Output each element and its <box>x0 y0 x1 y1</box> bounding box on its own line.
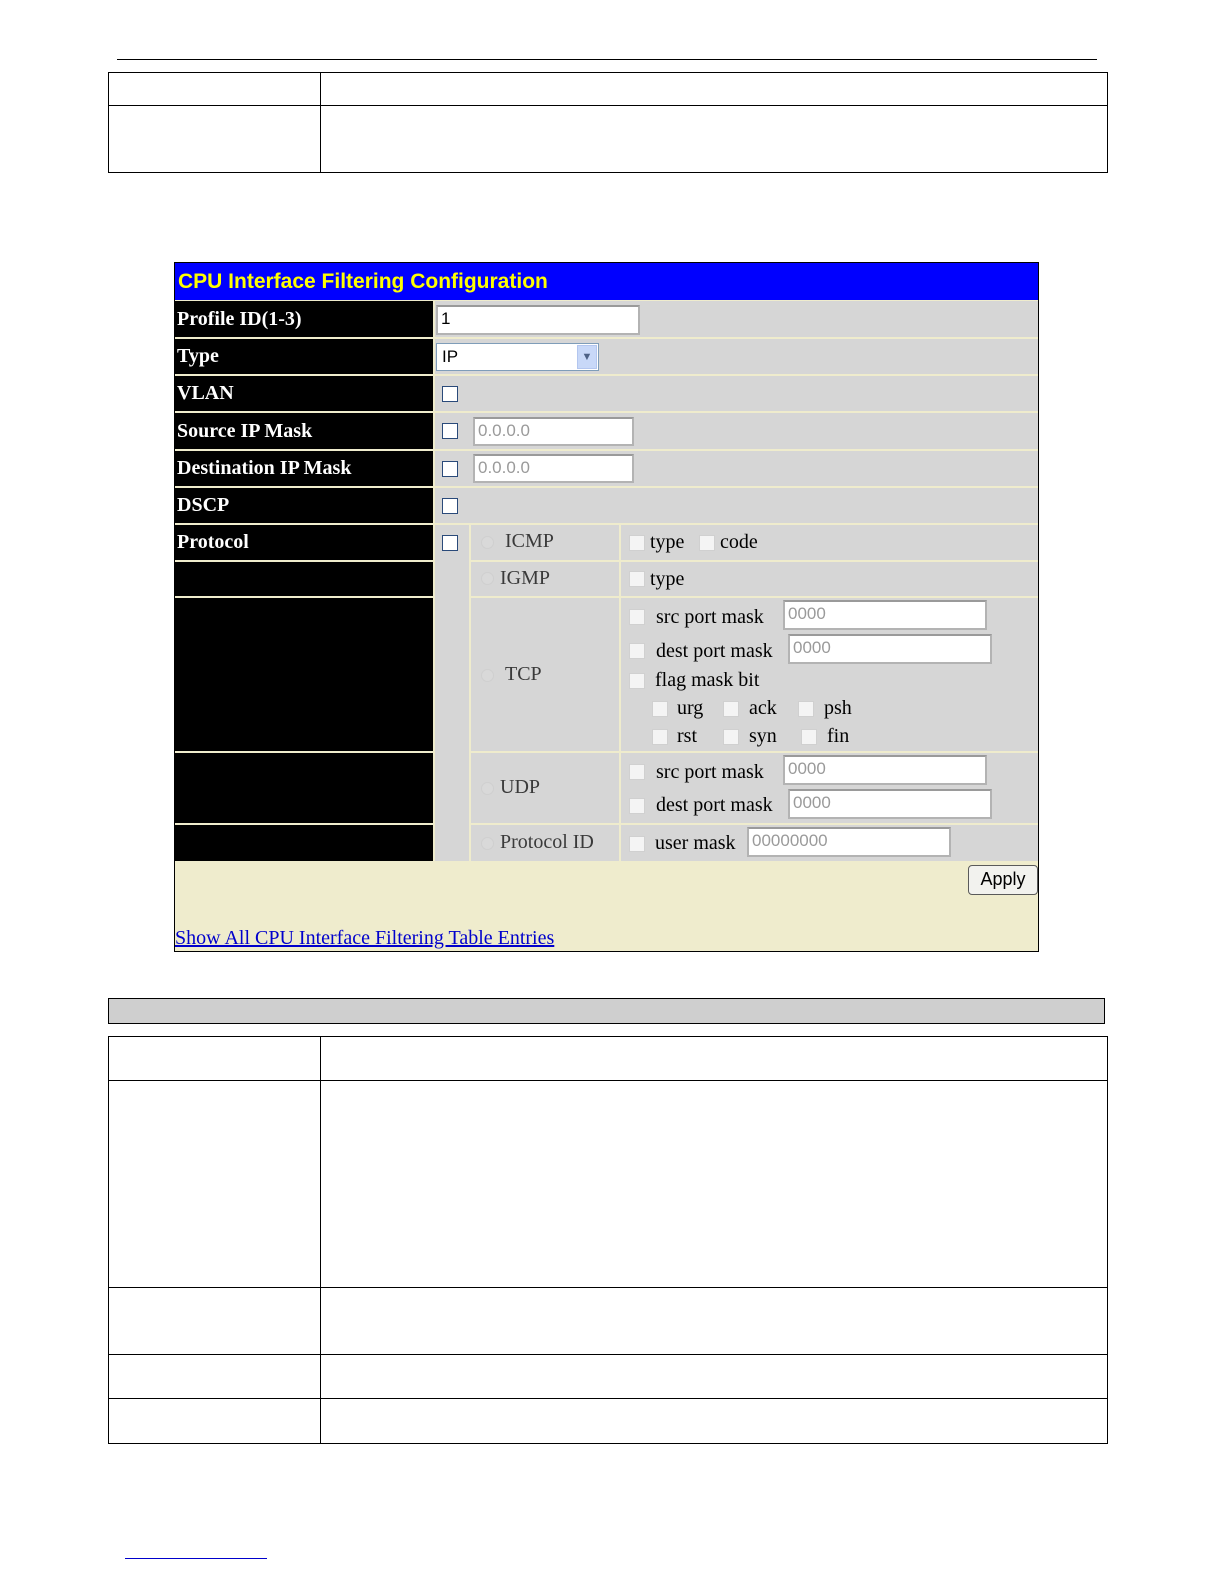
cpu-interface-filtering-panel <box>174 262 1039 952</box>
profile-id-input[interactable]: 1 <box>436 305 640 335</box>
tcp-dest-port-mask-input[interactable]: 0000 <box>788 634 992 664</box>
tcp-flag-syn-label: syn <box>749 725 777 747</box>
icmp-radio[interactable] <box>481 536 494 549</box>
udp-src-port-mask-input[interactable]: 0000 <box>783 755 987 785</box>
bottom-doc-table <box>108 1036 1108 1444</box>
udp-radio[interactable] <box>481 782 494 795</box>
table-cell <box>109 1288 321 1355</box>
tcp-src-port-mask-checkbox[interactable] <box>629 609 645 625</box>
table-cell <box>109 73 321 106</box>
tcp-flag-rst-label: rst <box>677 725 697 747</box>
tcp-flag-fin-label: fin <box>827 725 850 747</box>
table-cell <box>109 1399 321 1444</box>
table-caption-bar <box>108 998 1105 1024</box>
apply-button[interactable]: Apply <box>968 865 1038 895</box>
tcp-flag-syn-checkbox[interactable] <box>723 729 739 745</box>
page-header-rule <box>117 59 1097 60</box>
tcp-flag-psh-checkbox[interactable] <box>798 701 814 717</box>
protocol-id-radio[interactable] <box>481 837 494 850</box>
top-doc-table <box>108 72 1108 173</box>
igmp-radio[interactable] <box>481 572 494 585</box>
user-mask-input[interactable]: 00000000 <box>747 827 951 857</box>
destination-ip-mask-checkbox[interactable] <box>442 461 458 477</box>
icmp-type-checkbox[interactable] <box>629 535 645 551</box>
destination-ip-mask-input[interactable]: 0.0.0.0 <box>473 454 634 483</box>
icmp-type-label: type <box>650 531 685 553</box>
protocol-label-spacer <box>175 825 433 861</box>
chevron-down-icon[interactable]: ▼ <box>577 345 597 369</box>
table-cell <box>321 106 1108 173</box>
igmp-label: IGMP <box>500 567 551 589</box>
tcp-flag-fin-checkbox[interactable] <box>801 729 817 745</box>
table-cell <box>109 1355 321 1399</box>
udp-dest-port-mask-checkbox[interactable] <box>629 798 645 814</box>
type-label: Type <box>175 339 433 374</box>
footer-link-rule <box>125 1558 267 1559</box>
vlan-checkbox[interactable] <box>442 386 458 402</box>
icmp-label: ICMP <box>505 530 554 552</box>
table-cell <box>109 1037 321 1081</box>
source-ip-mask-label: Source IP Mask <box>175 413 433 449</box>
dscp-checkbox[interactable] <box>442 498 458 514</box>
protocol-checkbox[interactable] <box>442 535 458 551</box>
type-select[interactable] <box>436 343 599 371</box>
profile-id-label: Profile ID(1-3) <box>175 301 433 337</box>
udp-src-port-mask-label: src port mask <box>656 761 764 783</box>
protocol-label-spacer <box>175 598 433 751</box>
tcp-radio[interactable] <box>481 669 494 682</box>
protocol-label-spacer <box>175 562 433 596</box>
tcp-flag-mask-bit-checkbox[interactable] <box>629 673 645 689</box>
tcp-flag-urg-checkbox[interactable] <box>652 701 668 717</box>
source-ip-mask-checkbox[interactable] <box>442 423 458 439</box>
udp-src-port-mask-checkbox[interactable] <box>629 764 645 780</box>
tcp-flag-urg-label: urg <box>677 697 704 719</box>
tcp-dest-port-mask-label: dest port mask <box>656 640 773 662</box>
protocol-label-spacer <box>175 753 433 823</box>
udp-dest-port-mask-input[interactable]: 0000 <box>788 789 992 819</box>
udp-dest-port-mask-label: dest port mask <box>656 794 773 816</box>
type-select-value: IP <box>442 347 459 366</box>
panel-title: CPU Interface Filtering Configuration <box>175 263 1039 300</box>
destination-ip-mask-label: Destination IP Mask <box>175 451 433 486</box>
tcp-src-port-mask-input[interactable]: 0000 <box>783 600 987 630</box>
tcp-flag-rst-checkbox[interactable] <box>652 729 668 745</box>
user-mask-checkbox[interactable] <box>629 836 645 852</box>
tcp-flag-ack-label: ack <box>749 697 777 719</box>
protocol-label: Protocol <box>175 525 433 560</box>
table-cell <box>109 1081 321 1288</box>
protocol-checkbox-column <box>435 525 469 861</box>
tcp-flag-ack-checkbox[interactable] <box>723 701 739 717</box>
table-cell <box>321 1355 1108 1399</box>
vlan-cell <box>435 376 1039 411</box>
table-cell <box>321 73 1108 106</box>
source-ip-mask-input[interactable]: 0.0.0.0 <box>473 417 634 446</box>
table-cell <box>109 106 321 173</box>
protocol-id-label: Protocol ID <box>500 831 594 853</box>
tcp-label: TCP <box>505 663 542 685</box>
table-cell <box>321 1037 1108 1081</box>
vlan-label: VLAN <box>175 376 433 411</box>
igmp-type-checkbox[interactable] <box>629 571 645 587</box>
udp-label: UDP <box>500 776 541 798</box>
igmp-type-label: type <box>650 568 685 590</box>
table-cell <box>321 1399 1108 1444</box>
user-mask-label: user mask <box>655 832 736 854</box>
tcp-flag-mask-bit-label: flag mask bit <box>655 669 760 691</box>
show-all-entries-link[interactable]: Show All CPU Interface Filtering Table Entries <box>175 927 555 949</box>
table-cell <box>321 1081 1108 1288</box>
table-cell <box>321 1288 1108 1355</box>
tcp-flag-psh-label: psh <box>824 697 852 719</box>
icmp-code-checkbox[interactable] <box>699 535 715 551</box>
dscp-cell <box>435 488 1039 523</box>
dscp-label: DSCP <box>175 488 433 523</box>
icmp-code-label: code <box>720 531 758 553</box>
tcp-src-port-mask-label: src port mask <box>656 606 764 628</box>
tcp-dest-port-mask-checkbox[interactable] <box>629 643 645 659</box>
